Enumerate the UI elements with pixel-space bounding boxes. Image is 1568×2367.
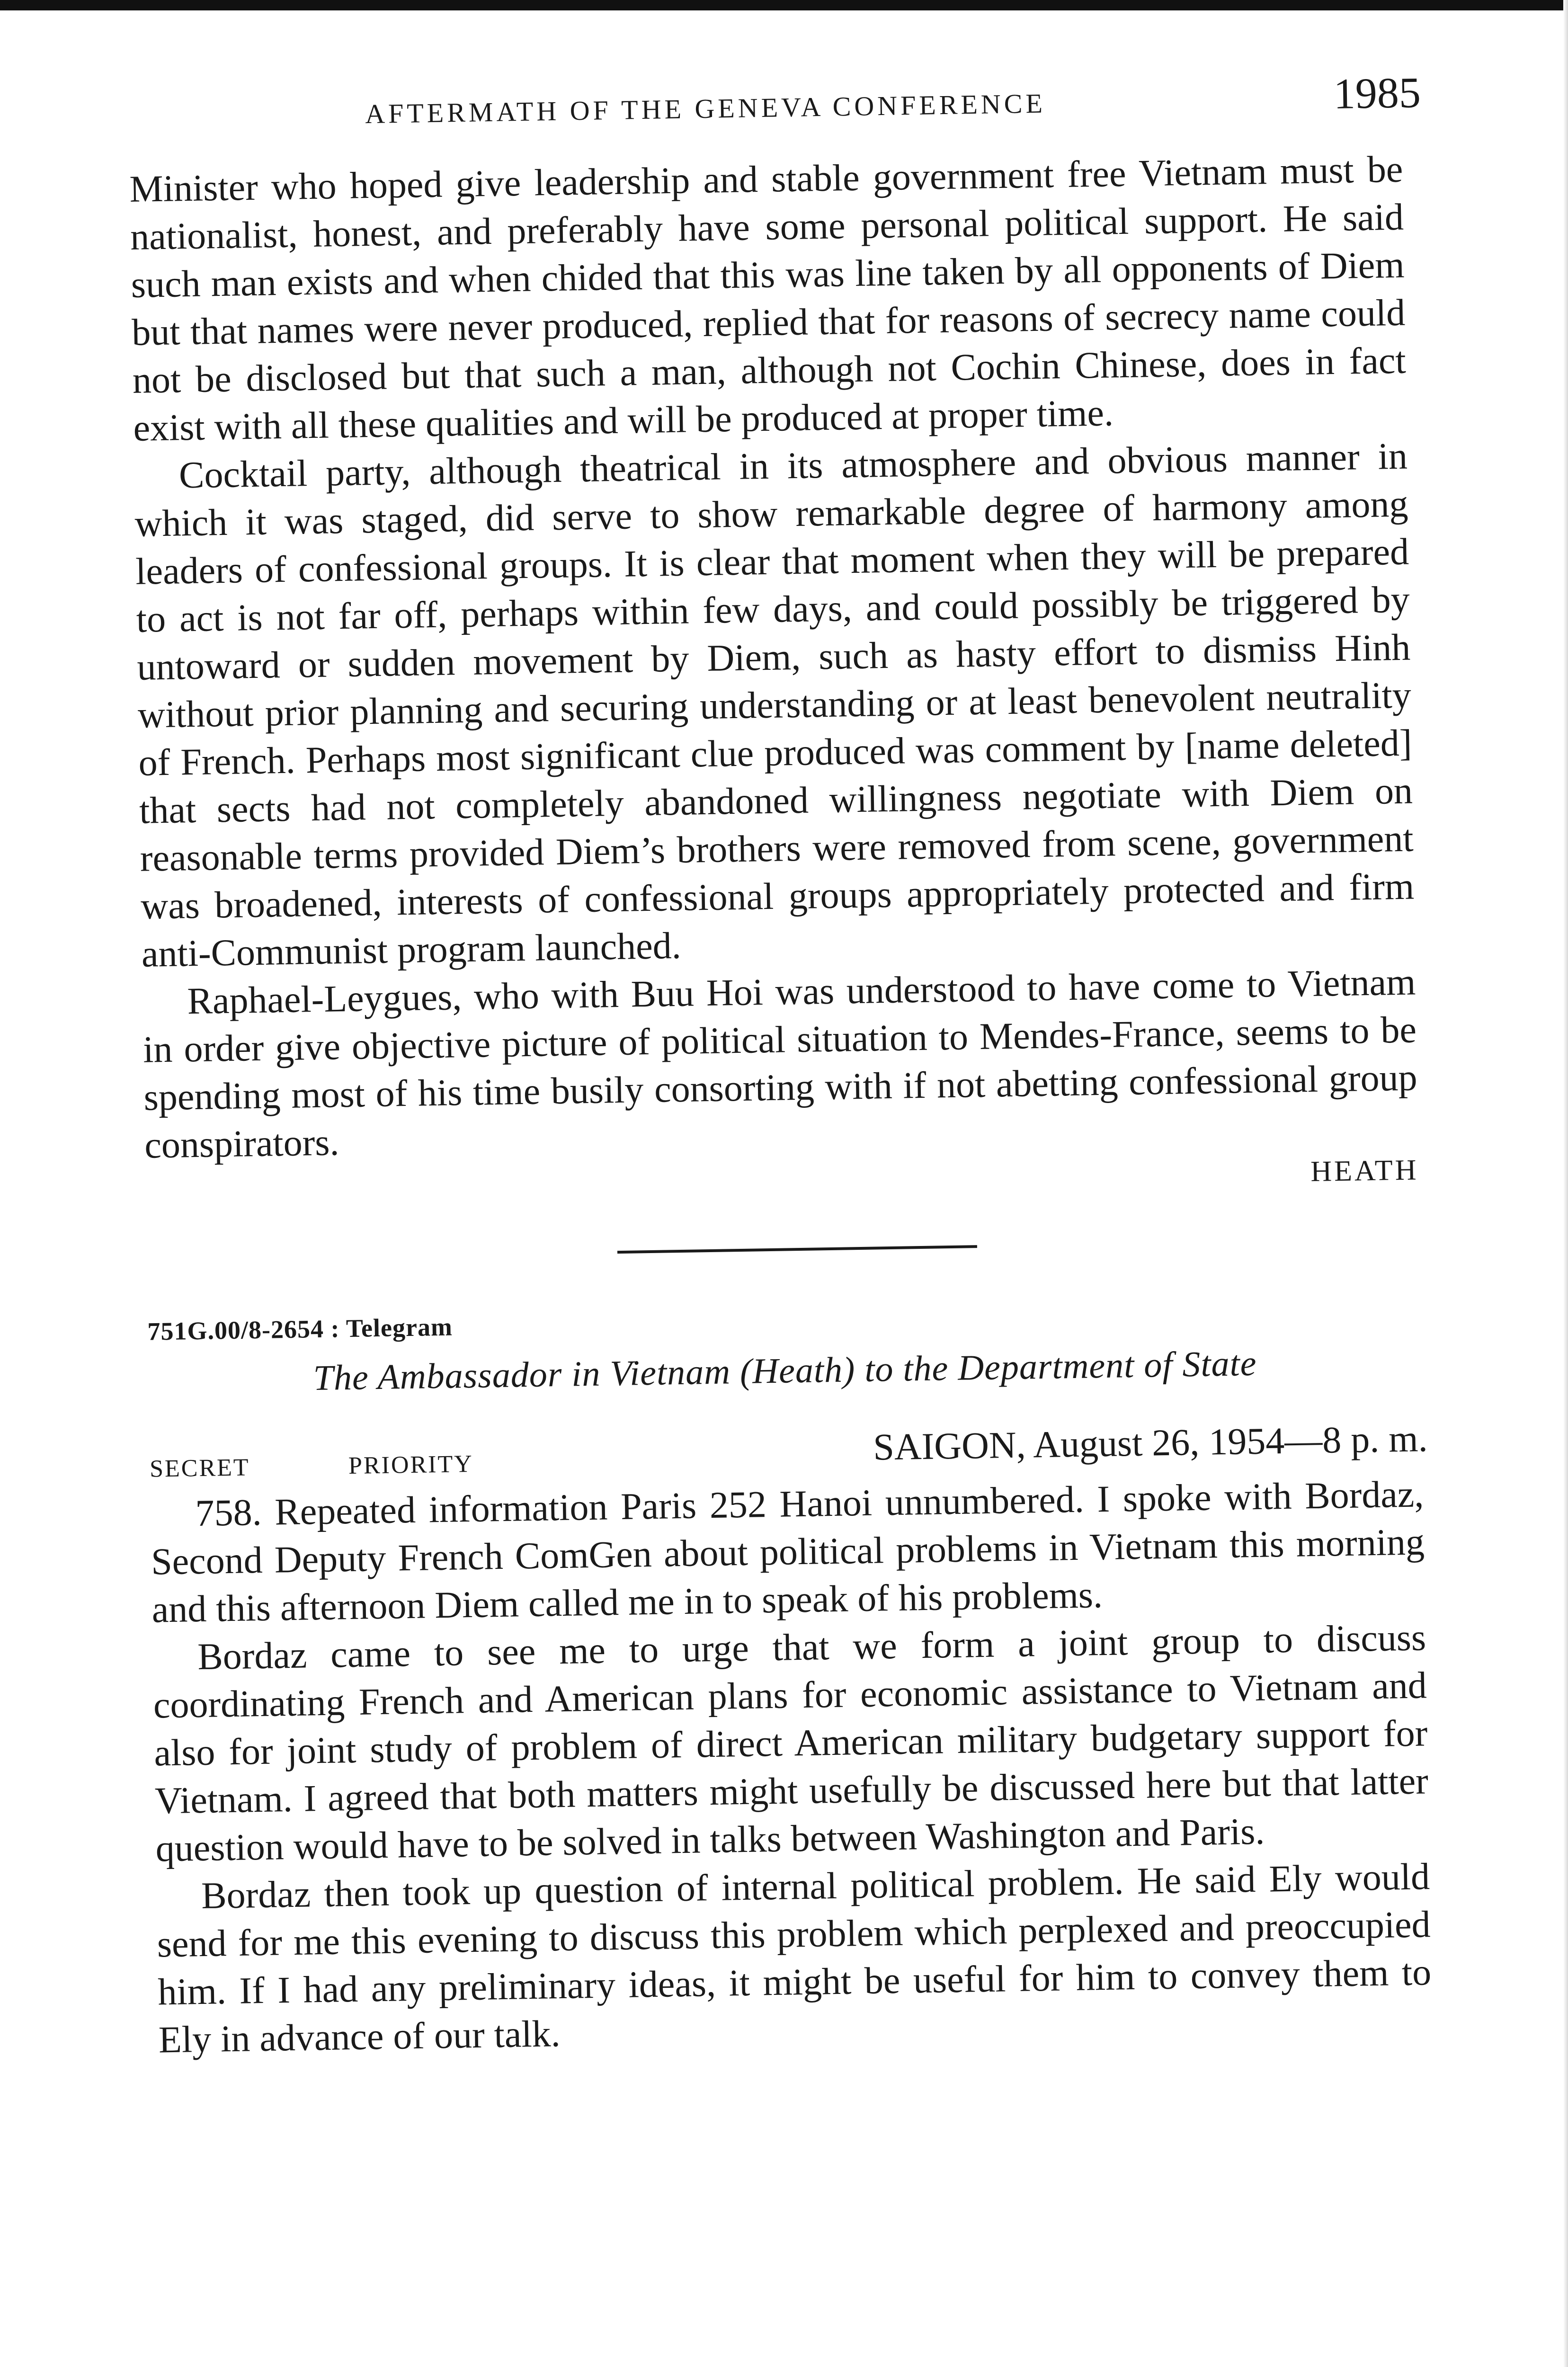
page-number: 1985	[1333, 68, 1421, 118]
paragraph: Minister who hoped give leadership and stable government free Vietnam must be nationalist, honest, and preferably have some personal political support. He said such man exists and when chided that this was line taken by all opponents of Diem but that names were never produced, replied that for reasons of secrecy name could not be disclosed but that such a man, although not Cochin Chinese, does in fact exist with all these qualities and will be produced at proper time.	[129, 148, 1407, 449]
file-reference: 751G.00/8-2654 : Telegram	[147, 1312, 453, 1346]
paragraph: Bordaz came to see me to urge that we form a joint group to discuss coordinating French and American plans for economic assistance to Vietnam and also for joint study of problem of direct American military budgetary support for Vietnam. I agreed that both matters might usefully be discussed here but that latter question would have to be solved in talks between Washington and Paris.	[153, 1617, 1429, 1870]
scan-top-edge	[0, 0, 1568, 10]
place-date: SAIGON, August 26, 1954—8 p. m.	[873, 1418, 1428, 1468]
paragraph: 758. Repeated information Paris 252 Hanoi unnumbered. I spoke with Bordaz, Second Deputy French ComGen about political problems in Vietnam this morning and this afternoon Diem called me in to speak of his problems.	[151, 1473, 1425, 1631]
document-title: The Ambassador in Vietnam (Heath) to the Department of State	[313, 1343, 1257, 1398]
paragraph: Bordaz then took up question of internal political problem. He said Ely would send for me this evening to discuss this problem which perplexed and preoccupied him. If I had any preliminary ideas, it might be useful for him to convey them to Ely in advance of our talk.	[157, 1856, 1432, 2061]
priority-label: PRIORITY	[348, 1450, 474, 1480]
paragraph: Cocktail party, although theatrical in its atmosphere and obvious manner in which it was staged, did serve to show remarkable degree of harmony among leaders of confessional groups. It is clear that moment when they will be prepared to act is not far off, perhaps within few days, and could possibly be triggered by untoward or sudden movement by Diem, such as hasty effort to dismiss Hinh without prior planning and securing understanding or at least benevolent neutrality of French. Perhaps most significant clue produced was comment by [name deleted] that sects had not completely abandoned willingness negotiate with Diem on reasonable terms provided Diem’s brothers were removed from scene, government was broadened, interests of confessional groups appropriately protected and firm anti-Communist program launched.	[134, 435, 1415, 975]
classification-label: SECRET	[149, 1454, 250, 1483]
document-page	[128, 61, 1432, 2064]
signature: HEATH	[1310, 1154, 1419, 1188]
paragraph: Raphael-Leygues, who with Buu Hoi was understood to have come to Vietnam in order give objective picture of political situation to Mendes-France, seems to be spending most of his time busily consorting with if not abetting confessional group conspirators.	[143, 961, 1418, 1166]
scan-right-edge	[1563, 0, 1568, 2367]
running-title: AFTERMATH OF THE GENEVA CONFERENCE	[365, 88, 1046, 130]
previous-telegram-text	[129, 146, 1418, 1170]
telegram-body	[150, 1470, 1433, 2064]
section-divider	[617, 1245, 977, 1254]
